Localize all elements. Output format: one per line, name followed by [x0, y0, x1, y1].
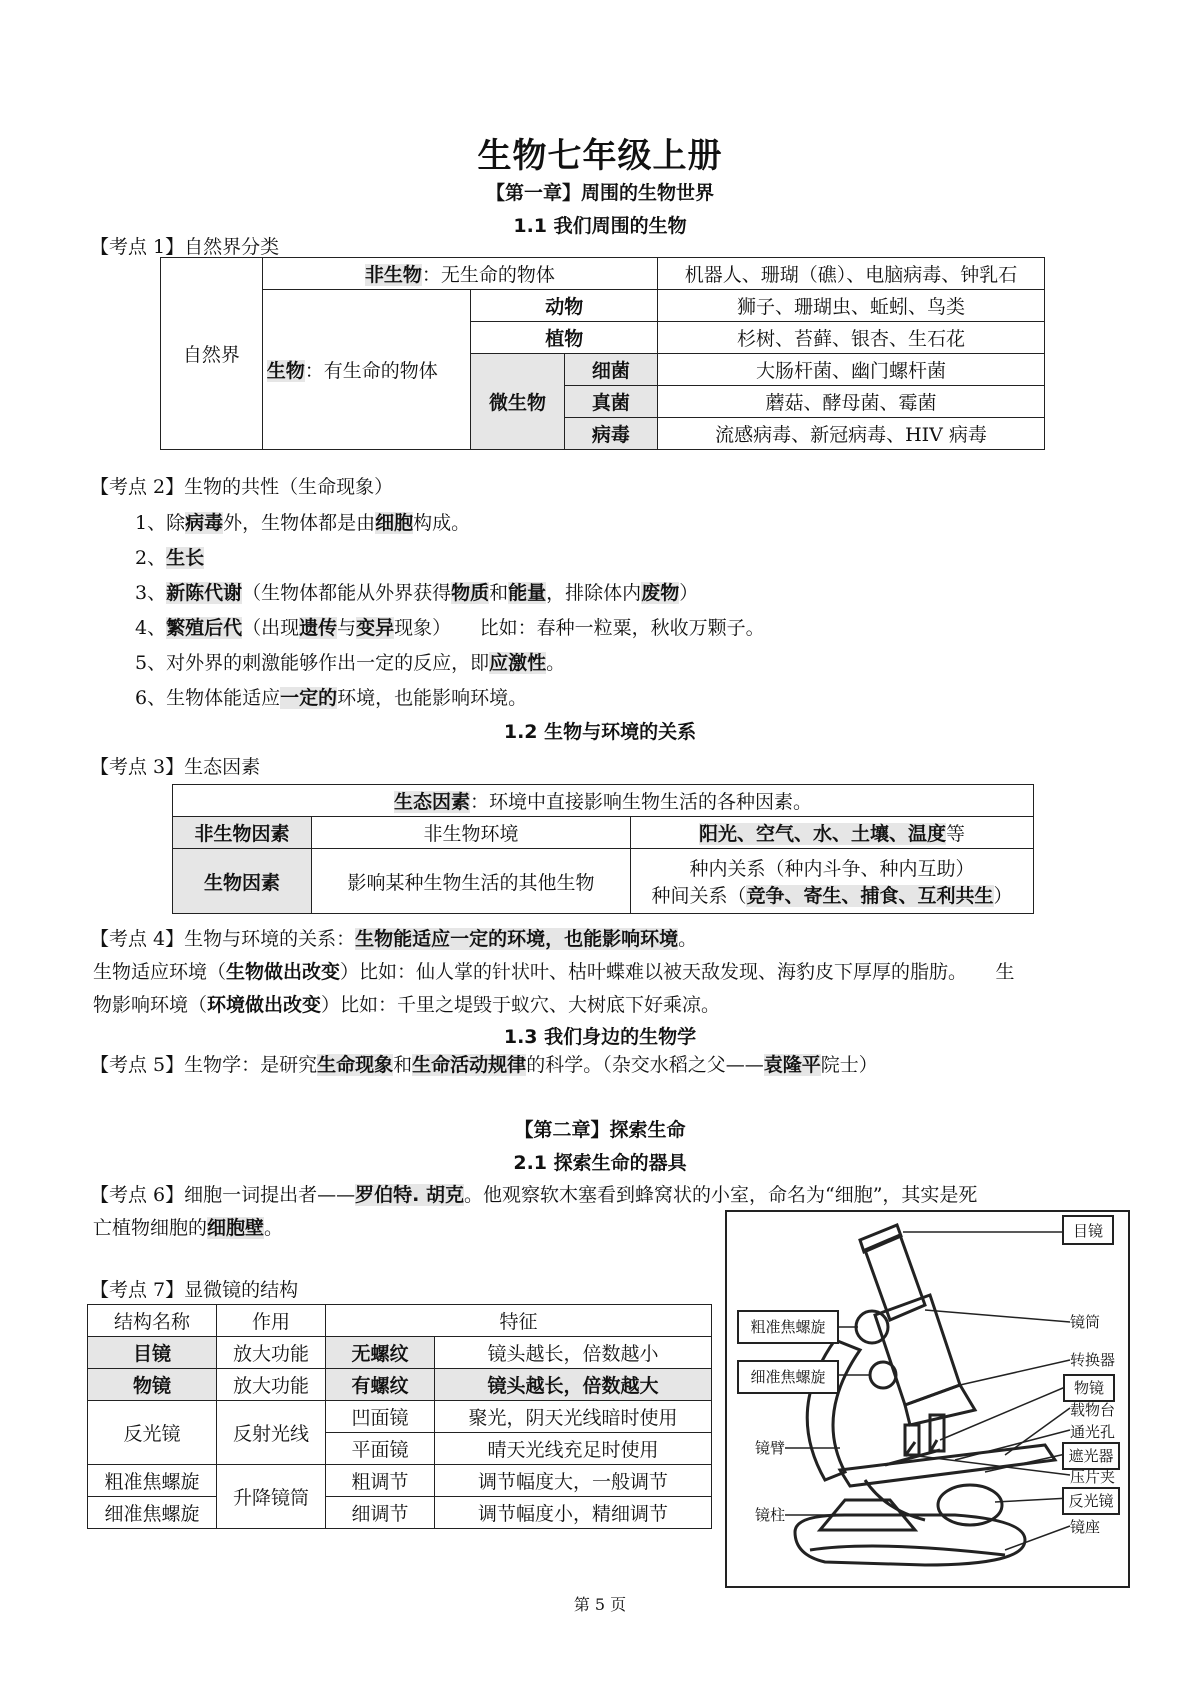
r6-feat: 细调节	[326, 1497, 435, 1529]
t4e: 与	[337, 617, 357, 639]
k5a: 【考点 5】生物学：是研究	[90, 1054, 318, 1076]
t3a: 3、	[135, 582, 167, 604]
intra-relation: 种内关系（种内斗争、种内互助）	[689, 858, 975, 880]
t6a: 6、生物体能适应	[135, 687, 281, 709]
fungi-cell: 真菌	[564, 386, 657, 418]
chapter-2-heading: 【第二章】探索生命	[514, 1119, 686, 1141]
t4b: 繁殖后代	[166, 617, 243, 639]
label-nosepiece: 转换器	[1070, 1351, 1116, 1369]
t1d: 细胞	[375, 512, 414, 534]
nonliving-term: 非生物	[364, 264, 422, 286]
abiotic-examples	[631, 817, 1034, 849]
fungi-examples: 蘑菇、酵母菌、霉菌	[658, 386, 1045, 418]
bacteria-cell: 细菌	[564, 354, 657, 386]
k4l3c: ）比如：千里之堤毁于蚁穴、大树底下好乘凉。	[321, 994, 721, 1016]
t3h: 废物	[641, 582, 680, 604]
col-feature: 特征	[326, 1305, 712, 1337]
t3i: ）	[679, 582, 699, 604]
ecofactor-term: 生态因素	[393, 791, 470, 813]
k6c: 。他观察软木塞看到蜂窝状的小室，命名为“细胞”，其实是死	[463, 1184, 978, 1206]
t4f: 变异	[356, 617, 395, 639]
r1-func: 放大功能	[217, 1337, 326, 1369]
r2-func: 放大功能	[217, 1369, 326, 1401]
k4l3b: 环境做出改变	[207, 994, 322, 1016]
k5d: 生命活动规律	[412, 1054, 527, 1076]
nonliving-def: ：无生命的物体	[421, 264, 555, 286]
living-term: 生物	[266, 360, 305, 382]
t2a: 2、	[135, 547, 167, 569]
abiotic-eg-bold: 阳光、空气、水、土壤、温度	[698, 823, 946, 845]
kaodian-5	[90, 1050, 878, 1077]
inter-c: ）	[993, 885, 1013, 907]
kaodian-6-line-2	[93, 1213, 283, 1240]
r2-name: 物镜	[88, 1369, 217, 1401]
k5e: 的科学。（杂交水稻之父——	[526, 1054, 764, 1076]
living-def: ：有生命的物体	[304, 360, 438, 382]
k4-main: 生物能适应一定的环境，也能影响环境	[355, 928, 679, 950]
t3e: 和	[489, 582, 509, 604]
k5f: 袁隆平	[763, 1054, 821, 1076]
r2-desc: 镜头越长，倍数越大	[435, 1369, 712, 1401]
section-1-3-heading: 1.3 我们身边的生物学	[503, 1026, 697, 1048]
ecofactor-def	[173, 785, 1034, 817]
t4c: （出现	[242, 617, 300, 639]
r3-feat: 凹面镜	[326, 1401, 435, 1433]
microscope-diagram	[725, 1210, 1130, 1588]
t5b: 应激性	[489, 652, 547, 674]
k5b: 生命现象	[317, 1054, 394, 1076]
chapter-1-heading: 【第一章】周围的生物世界	[485, 182, 714, 204]
label-hole: 通光孔	[1070, 1423, 1116, 1441]
t4g: 现象） 比如：春种一粒粟，秋收万颗子。	[394, 617, 765, 639]
col-function: 作用	[217, 1305, 326, 1337]
animal-cell: 动物	[471, 290, 658, 322]
k5c: 和	[393, 1054, 413, 1076]
t1b: 病毒	[185, 512, 224, 534]
r3-desc: 聚光，阴天光线暗时使用	[435, 1401, 712, 1433]
col-structure: 结构名称	[88, 1305, 217, 1337]
kaodian-7-label: 【考点 7】显微镜的结构	[90, 1279, 299, 1301]
r6-name: 细准焦螺旋	[88, 1497, 217, 1529]
r5-name: 粗准焦螺旋	[88, 1465, 217, 1497]
label-pillar: 镜柱	[754, 1506, 785, 1524]
label-stage: 载物台	[1070, 1401, 1116, 1419]
living-cell	[262, 290, 471, 450]
biotic-desc: 影响某种生物生活的其他生物	[312, 849, 631, 914]
kaodian-3-label: 【考点 3】生态因素	[90, 756, 261, 778]
t3b: 新陈代谢	[166, 582, 243, 604]
label-objective: 物镜	[1073, 1379, 1105, 1397]
t4d: 遗传	[299, 617, 338, 639]
r1-name: 目镜	[88, 1337, 217, 1369]
label-base: 镜座	[1070, 1518, 1101, 1536]
section-1-2-heading: 1.2 生物与环境的关系	[503, 721, 697, 743]
k4l2b: 生物做出改变	[226, 961, 341, 983]
trait-1	[135, 508, 470, 535]
nature-root: 自然界	[182, 344, 240, 366]
t3c: （生物体都能从外界获得	[242, 582, 452, 604]
k4-line-2	[93, 957, 1015, 984]
k4l2c: ）比如：仙人掌的针状叶、枯叶蝶难以被天敌发现、海豹皮下厚厚的脂肪。 生	[340, 961, 1015, 983]
trait-6	[135, 683, 527, 710]
t5c: 。	[546, 652, 566, 674]
inter-b: 竞争、寄生、捕食、互利共生	[746, 885, 994, 907]
t5a: 5、对外界的刺激能够作出一定的反应，即	[135, 652, 490, 674]
kaodian-6-line-1	[90, 1180, 977, 1207]
nonliving-examples: 机器人、珊瑚（礁）、电脑病毒、钟乳石	[658, 258, 1045, 290]
label-clip: 压片夹	[1070, 1468, 1116, 1486]
inter-a: 种间关系（	[651, 885, 747, 907]
label-tube: 镜筒	[1070, 1313, 1101, 1331]
plant-examples: 杉树、苔藓、银杏、生石花	[658, 322, 1045, 354]
k6f: 。	[264, 1217, 284, 1239]
r5-func: 升降镜筒	[217, 1465, 326, 1529]
k6d: 亡植物细胞的	[93, 1217, 208, 1239]
t3d: 物质	[451, 582, 490, 604]
trait-5	[135, 648, 565, 675]
k4-end: 。	[678, 928, 698, 950]
label-mirror: 反光镜	[1068, 1492, 1114, 1510]
r2-feat: 有螺纹	[326, 1369, 435, 1401]
abiotic-eg-tail: 等	[946, 823, 966, 845]
coarse-focus-box: 粗准焦螺旋	[737, 1310, 839, 1344]
k4l3a: 物影响环境（	[93, 994, 208, 1016]
kaodian-2-label: 【考点 2】生物的共性（生命现象）	[90, 476, 394, 498]
t1e: 构成。	[413, 512, 471, 534]
page-title: 生物七年级上册	[477, 136, 723, 176]
r3-name: 反光镜	[88, 1401, 217, 1465]
ecofactor-text: ：环境中直接影响生物生活的各种因素。	[470, 791, 813, 813]
t3g: ，排除体内	[546, 582, 642, 604]
abiotic-desc: 非生物环境	[312, 817, 631, 849]
kaodian-4-label	[90, 924, 697, 951]
trait-4	[135, 613, 765, 640]
fine-focus-box: 细准焦螺旋	[737, 1360, 839, 1394]
label-eyepiece: 目镜	[1072, 1222, 1104, 1240]
animal-examples: 狮子、珊瑚虫、蚯蚓、鸟类	[658, 290, 1045, 322]
t2b: 生长	[166, 547, 205, 569]
trait-3	[135, 578, 698, 605]
section-1-1-heading: 1.1 我们周围的生物	[513, 215, 687, 237]
r3-func: 反射光线	[217, 1401, 326, 1465]
bacteria-examples: 大肠杆菌、幽门螺杆菌	[658, 354, 1045, 386]
t6c: 环境，也能影响环境。	[337, 687, 528, 709]
r5-feat: 粗调节	[326, 1465, 435, 1497]
ecological-factors-table	[172, 784, 1034, 914]
t6b: 一定的	[280, 687, 338, 709]
biotic-relations	[631, 849, 1034, 914]
k6a: 【考点 6】细胞一词提出者——	[90, 1184, 356, 1206]
nature-root-cell	[161, 258, 263, 450]
r5-desc: 调节幅度大，一般调节	[435, 1465, 712, 1497]
t4a: 4、	[135, 617, 167, 639]
k4-line-3	[93, 990, 720, 1017]
biotic-cell: 生物因素	[173, 849, 312, 914]
r1-desc: 镜头越长，倍数越小	[435, 1337, 712, 1369]
k6e: 细胞壁	[207, 1217, 265, 1239]
nature-classification-table	[160, 257, 1045, 450]
r4-desc: 晴天光线充足时使用	[435, 1433, 712, 1465]
k4l2a: 生物适应环境（	[93, 961, 227, 983]
virus-cell: 病毒	[564, 418, 657, 450]
k6b: 罗伯特. 胡克	[355, 1184, 464, 1206]
plant-cell: 植物	[471, 322, 658, 354]
microscope-structure-table	[87, 1304, 712, 1529]
r1-feat: 无螺纹	[326, 1337, 435, 1369]
page-footer: 第 5 页	[573, 1595, 627, 1614]
k5g: 院士）	[820, 1054, 878, 1076]
label-diaphragm: 遮光器	[1068, 1447, 1114, 1465]
t1c: 外，生物体都是由	[223, 512, 376, 534]
t1a: 1、除	[135, 512, 186, 534]
microscope-drawing	[795, 1225, 1055, 1565]
kaodian-1-label: 【考点 1】自然界分类	[90, 236, 280, 258]
r6-desc: 调节幅度小，精细调节	[435, 1497, 712, 1529]
r4-feat: 平面镜	[326, 1433, 435, 1465]
trait-2	[135, 543, 204, 570]
abiotic-cell: 非生物因素	[173, 817, 312, 849]
virus-examples: 流感病毒、新冠病毒、HIV 病毒	[658, 418, 1045, 450]
label-arm: 镜臂	[754, 1439, 785, 1457]
nonliving-cell	[262, 258, 657, 290]
micro-cell: 微生物	[471, 354, 564, 450]
inter-relation	[635, 881, 1029, 908]
t3f: 能量	[508, 582, 547, 604]
k4-label: 【考点 4】生物与环境的关系：	[90, 928, 356, 950]
section-2-1-heading: 2.1 探索生命的器具	[513, 1152, 687, 1174]
